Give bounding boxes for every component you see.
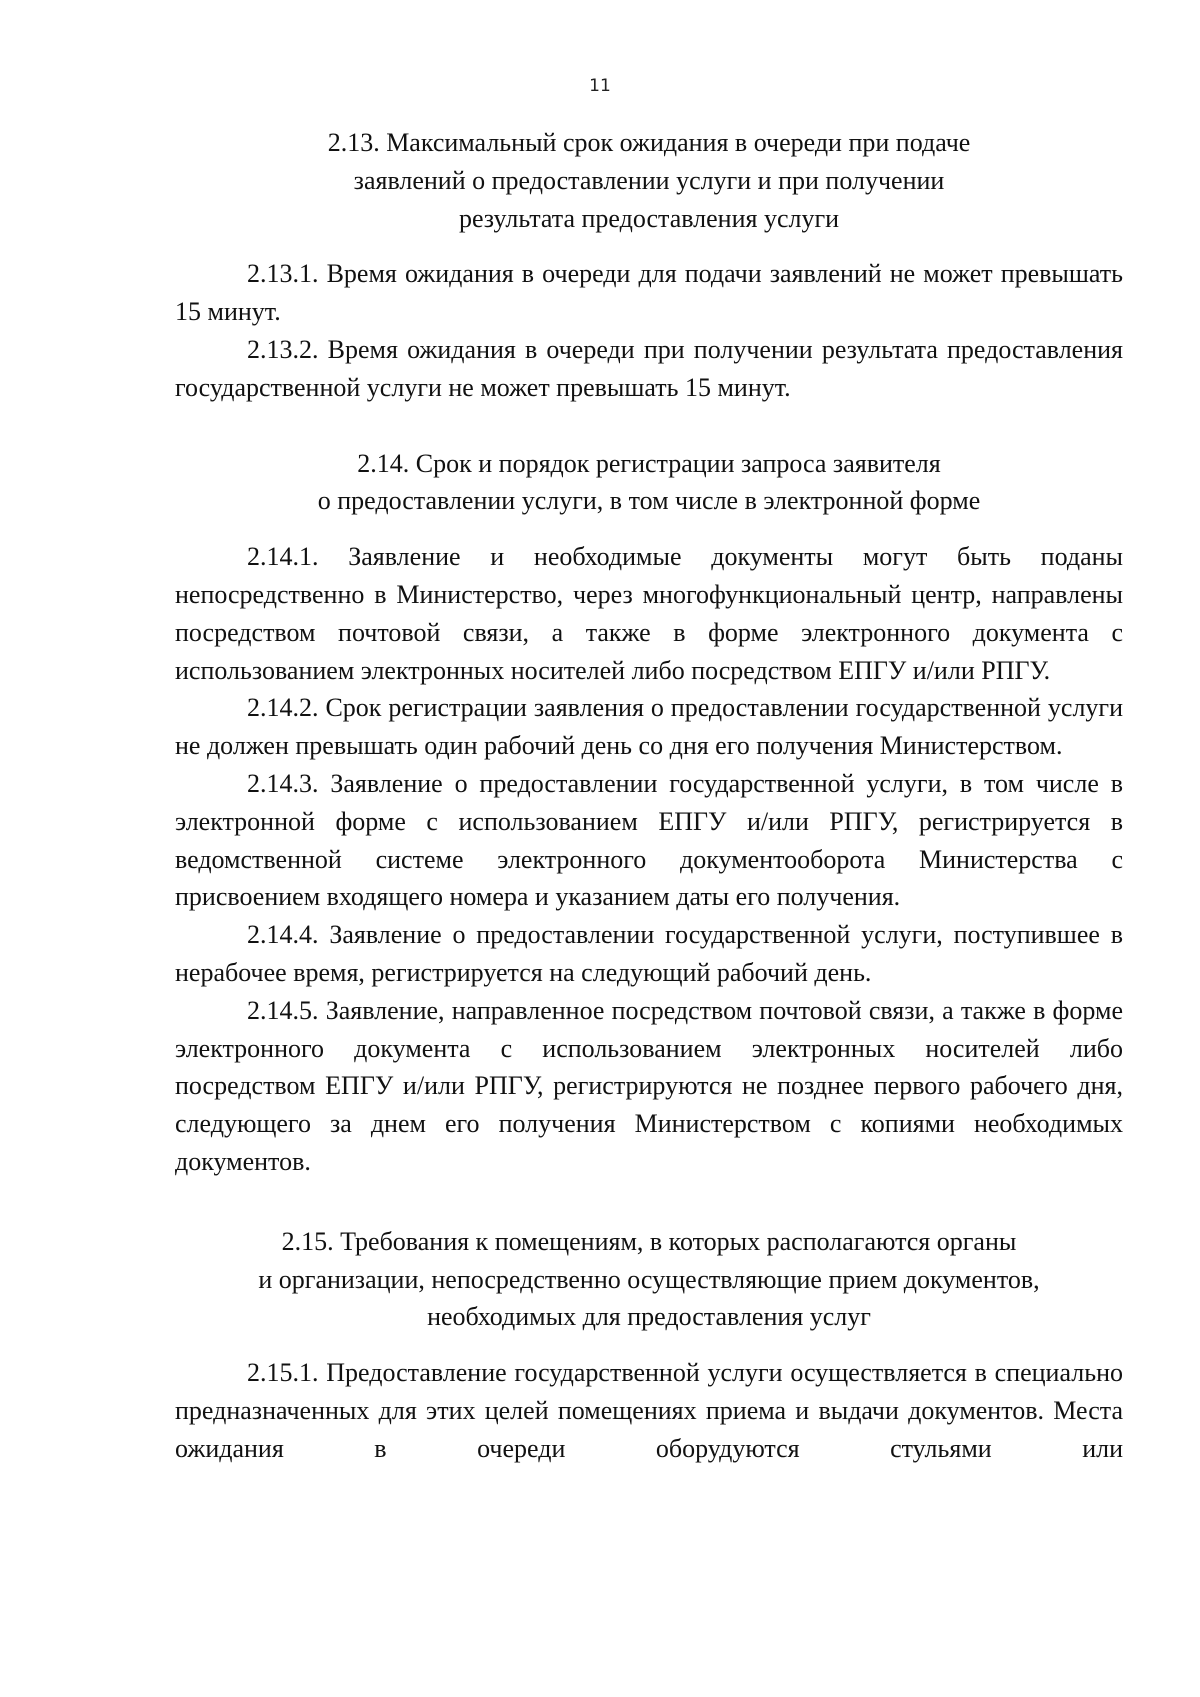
heading-line: 2.14. Срок и порядок регистрации запроса заявителя xyxy=(357,448,941,478)
paragraph-2-14-1: 2.14.1. Заявление и необходимые документы могут быть поданы непосредственно в Министерство, через многофункциональный центр, направлены посредством почтовой связи, а также в форме электронного документа с использованием электронных носителей либо посредством ЕПГУ и/или РПГУ. xyxy=(175,542,1123,685)
heading-line: результата предоставления услуги xyxy=(458,203,840,233)
section-heading-2-15 xyxy=(175,1223,1123,1336)
heading-line: заявлений о предоставлении услуги и при получении xyxy=(353,165,945,195)
heading-line: и организации, непосредственно осуществляющие прием документов, xyxy=(258,1264,1040,1294)
heading-line: 2.15. Требования к помещениям, в которых располагаются органы xyxy=(281,1226,1017,1256)
paragraph-2-15-1: 2.15.1. Предоставление государственной услуги осуществляется в специально предназначенных для этих целей помещениях приема и выдачи документов. Места ожидания в очереди оборудуются стульями или xyxy=(175,1358,1123,1463)
section-heading-2-14 xyxy=(175,445,1123,521)
paragraph-2-14-5: 2.14.5. Заявление, направленное посредством почтовой связи, а также в форме электронного документа с использованием электронных носителей либо посредством ЕПГУ и/или РПГУ, регистрируются не позднее первого рабочего дня, следующего за днем его получения Министерством с копиями необходимых документов. xyxy=(175,995,1123,1176)
paragraph-2-13-2: 2.13.2. Время ожидания в очереди при получении результата предоставления государственной услуги не может превышать 15 минут. xyxy=(175,334,1123,402)
heading-line: 2.13. Максимальный срок ожидания в очереди при подаче xyxy=(327,128,971,157)
paragraph-2-13-1: 2.13.1. Время ожидания в очереди для подачи заявлений не может превышать 15 минут. xyxy=(175,259,1123,327)
section-heading-2-13 xyxy=(175,124,1123,237)
document-body xyxy=(175,124,1123,1468)
heading-line: необходимых для предоставления услуг xyxy=(427,1302,871,1332)
page-number: 11 xyxy=(589,76,611,96)
paragraph-2-14-4: 2.14.4. Заявление о предоставлении государственной услуги, поступившее в нерабочее время, регистрируется на следующий рабочий день. xyxy=(175,920,1123,987)
paragraph-2-14-2: 2.14.2. Срок регистрации заявления о предоставлении государственной услуги не должен превышать один рабочий день со дня его получения Министерством. xyxy=(175,693,1123,761)
heading-line: о предоставлении услуги, в том числе в электронной форме xyxy=(317,486,981,516)
paragraph-2-14-3: 2.14.3. Заявление о предоставлении государственной услуги, в том числе в электронной форме с использованием ЕПГУ и/или РПГУ, регистрируется в ведомственной системе электронного документооборота Министерства с присвоением входящего номера и указанием даты его получения. xyxy=(175,768,1123,912)
